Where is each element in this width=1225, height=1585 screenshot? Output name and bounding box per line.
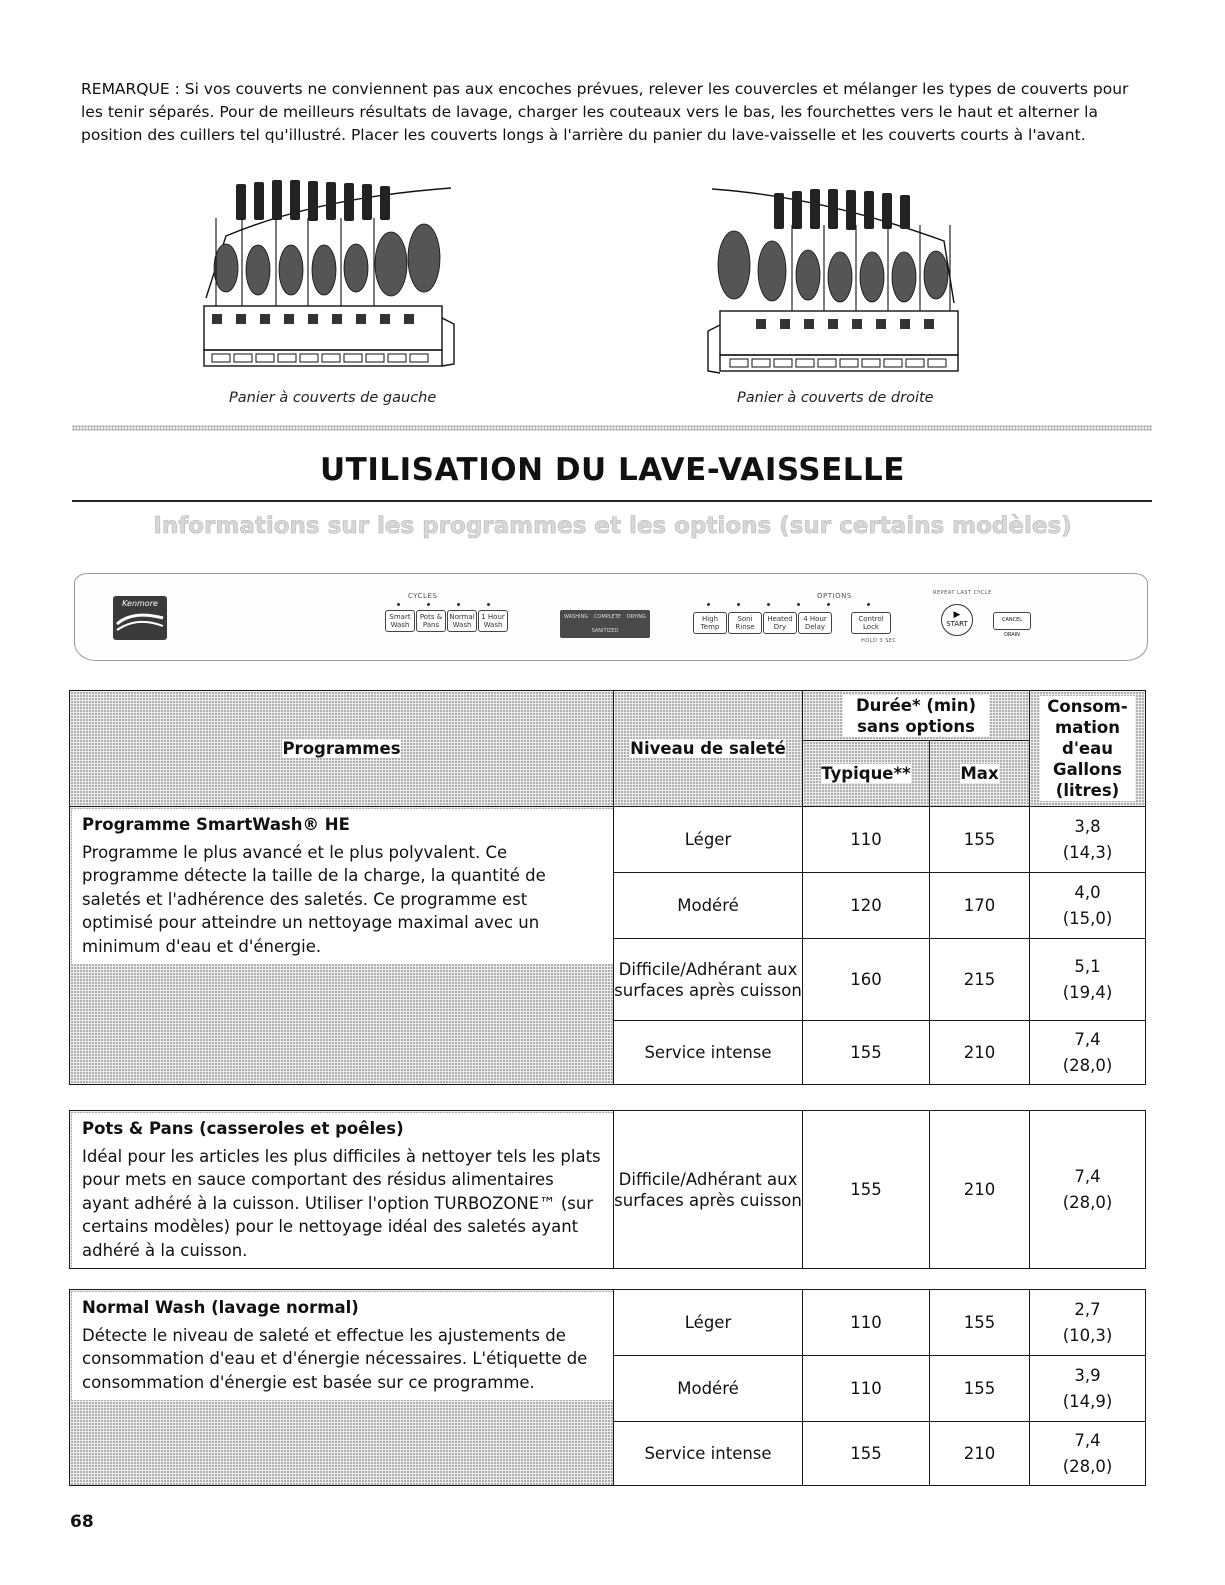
status-washing: WASHING [564, 614, 589, 620]
note-paragraph: REMARQUE : Si vos couverts ne conviennent pas aux encoches prévues, relever les couvercles et mélanger les types de couverts pour les tenir séparés. Pour de meilleurs résultats de lavage, charger les couteaux vers le bas, les fourchettes vers le haut et alterner la position des cuillers tel qu'illustré. Placer les couverts longs à l'arrière du panier du lave-vaisselle et les couverts courts à l'avant. [81, 80, 1129, 144]
duration-max: 155 [930, 1356, 1030, 1422]
repeat-last-cycle-label: REPEAT LAST CYCLE [933, 590, 992, 596]
water-usage: 2,7 (10,3) [1030, 1290, 1146, 1356]
program-description-cell [70, 807, 614, 1085]
program-description: Idéal pour les articles les plus difficiles à nettoyer tels les plats pour mets en sauce comportant des résidus alimentaires ayant adhéré à la cuisson. Utiliser l'option TURBOZONE™ (sur certains modèles) pour le nettoyage idéal des saletés ayant adhéré à la cuisson. [82, 1146, 601, 1260]
indicator-dot [867, 603, 870, 606]
play-icon: ▶ [953, 610, 961, 620]
duration-typical: 160 [803, 939, 930, 1021]
left-silverware-basket-illustration [196, 178, 458, 370]
table-row [70, 1111, 1146, 1269]
duration-max: 170 [930, 873, 1030, 939]
header-max: Max [930, 741, 1030, 807]
soil-level: Modéré [614, 1356, 803, 1422]
table-row [70, 807, 1146, 873]
hold-label: HOLD 3 SEC [861, 638, 897, 644]
four-hour-delay-key[interactable]: 4 Hour Delay [798, 612, 832, 634]
soil-level: Service intense [614, 1021, 803, 1085]
pots-pans-key[interactable]: Pots & Pans [416, 610, 446, 632]
duration-max: 155 [930, 807, 1030, 873]
table-row [70, 1290, 1146, 1356]
status-complete: COMPLETE [594, 614, 621, 620]
heated-dry-key[interactable]: Heated Dry [763, 612, 797, 634]
status-drying: DRYING [626, 614, 646, 620]
program-description: Programme le plus avancé et le plus polyvalent. Ce programme détecte la taille de la charge, la quantité de saletés et l'adhérence des saletés. Ce programme est optimisé pour atteindre un nettoyage maximal avec un minimum d'eau et d'énergie. [82, 842, 546, 956]
indicator-dot [767, 603, 770, 606]
page-number: 68 [70, 1512, 94, 1532]
duration-max: 215 [930, 939, 1030, 1021]
indicator-dot [397, 603, 400, 606]
header-niveau: Niveau de saleté [614, 691, 803, 807]
indicator-dot [797, 603, 800, 606]
status-display [560, 610, 650, 638]
programs-table-pots-pans [69, 1110, 1146, 1269]
programs-table-smartwash [69, 690, 1146, 1085]
smart-wash-key[interactable]: Smart Wash [385, 610, 415, 632]
duration-max: 155 [930, 1290, 1030, 1356]
start-button[interactable] [941, 604, 973, 636]
right-silverware-basket-illustration [704, 185, 966, 377]
duration-typical: 120 [803, 873, 930, 939]
normal-wash-key[interactable]: Normal Wash [447, 610, 477, 632]
program-description: Détecte le niveau de saleté et effectue les ajustements de consommation d'eau et d'énergie nécessaires. L'étiquette de consommation d'énergie est basée sur ce programme. [82, 1325, 588, 1392]
indicator-dot [487, 603, 490, 606]
duration-typical: 155 [803, 1021, 930, 1085]
water-usage: 5,1 (19,4) [1030, 939, 1146, 1021]
soil-level: Modéré [614, 873, 803, 939]
header-typique: Typique** [803, 741, 930, 807]
program-description-cell [70, 1111, 614, 1269]
duration-max: 210 [930, 1111, 1030, 1269]
duration-typical: 110 [803, 1356, 930, 1422]
cycles-label: CYCLES [408, 592, 438, 600]
left-basket-caption: Panier à couverts de gauche [229, 390, 437, 406]
soni-rinse-key[interactable]: Soni Rinse [728, 612, 762, 634]
header-consommation: Consom-mation d'eau Gallons (litres) [1030, 691, 1146, 807]
duration-typical: 110 [803, 807, 930, 873]
water-usage: 7,4 (28,0) [1030, 1021, 1146, 1085]
header-duree: Durée* (min) sans options [803, 691, 1030, 741]
program-name: Pots & Pans (casseroles et poêles) [82, 1119, 404, 1138]
kenmore-logo [113, 596, 167, 640]
indicator-dot [427, 603, 430, 606]
soil-level: Léger [614, 1290, 803, 1356]
indicator-dot [737, 603, 740, 606]
soil-level: Service intense [614, 1422, 803, 1486]
duration-max: 210 [930, 1021, 1030, 1085]
header-programmes: Programmes [70, 691, 614, 807]
high-temp-key[interactable]: High Temp [693, 612, 727, 634]
duration-typical: 155 [803, 1422, 930, 1486]
logo-swoosh-icon [113, 608, 167, 632]
indicator-dot [457, 603, 460, 606]
status-sanitized: SANITIZED [591, 628, 619, 634]
start-label: START [946, 620, 968, 628]
right-basket-caption: Panier à couverts de droite [737, 390, 934, 406]
section-rule [72, 500, 1152, 502]
water-usage: 7,4 (28,0) [1030, 1422, 1146, 1486]
water-usage: 7,4 (28,0) [1030, 1111, 1146, 1269]
indicator-dot [707, 603, 710, 606]
water-usage: 4,0 (15,0) [1030, 873, 1146, 939]
options-label: OPTIONS [817, 592, 852, 600]
indicator-dot [827, 603, 830, 606]
soil-level: Difficile/Adhérant aux surfaces après cuisson [614, 939, 803, 1021]
section-title: UTILISATION DU LAVE-VAISSELLE [320, 452, 905, 488]
one-hour-wash-key[interactable]: 1 Hour Wash [478, 610, 508, 632]
program-description-cell [70, 1290, 614, 1486]
program-name: Normal Wash (lavage normal) [82, 1298, 359, 1317]
control-panel-illustration [74, 573, 1148, 661]
soil-level: Difficile/Adhérant aux surfaces après cuisson [614, 1111, 803, 1269]
duration-typical: 110 [803, 1290, 930, 1356]
dotted-divider [72, 425, 1152, 431]
soil-level: Léger [614, 807, 803, 873]
brand-text: Kenmore [122, 599, 158, 608]
programs-table-normal-wash [69, 1289, 1146, 1486]
duration-typical: 155 [803, 1111, 930, 1269]
cancel-drain-button[interactable]: CANCEL DRAIN [993, 612, 1031, 630]
water-usage: 3,8 (14,3) [1030, 807, 1146, 873]
program-name: Programme SmartWash® HE [82, 815, 350, 834]
control-lock-key[interactable]: Control Lock [851, 612, 891, 634]
water-usage: 3,9 (14,9) [1030, 1356, 1146, 1422]
section-subtitle: Informations sur les programmes et les options (sur certains modèles) [153, 513, 1072, 539]
duration-max: 210 [930, 1422, 1030, 1486]
